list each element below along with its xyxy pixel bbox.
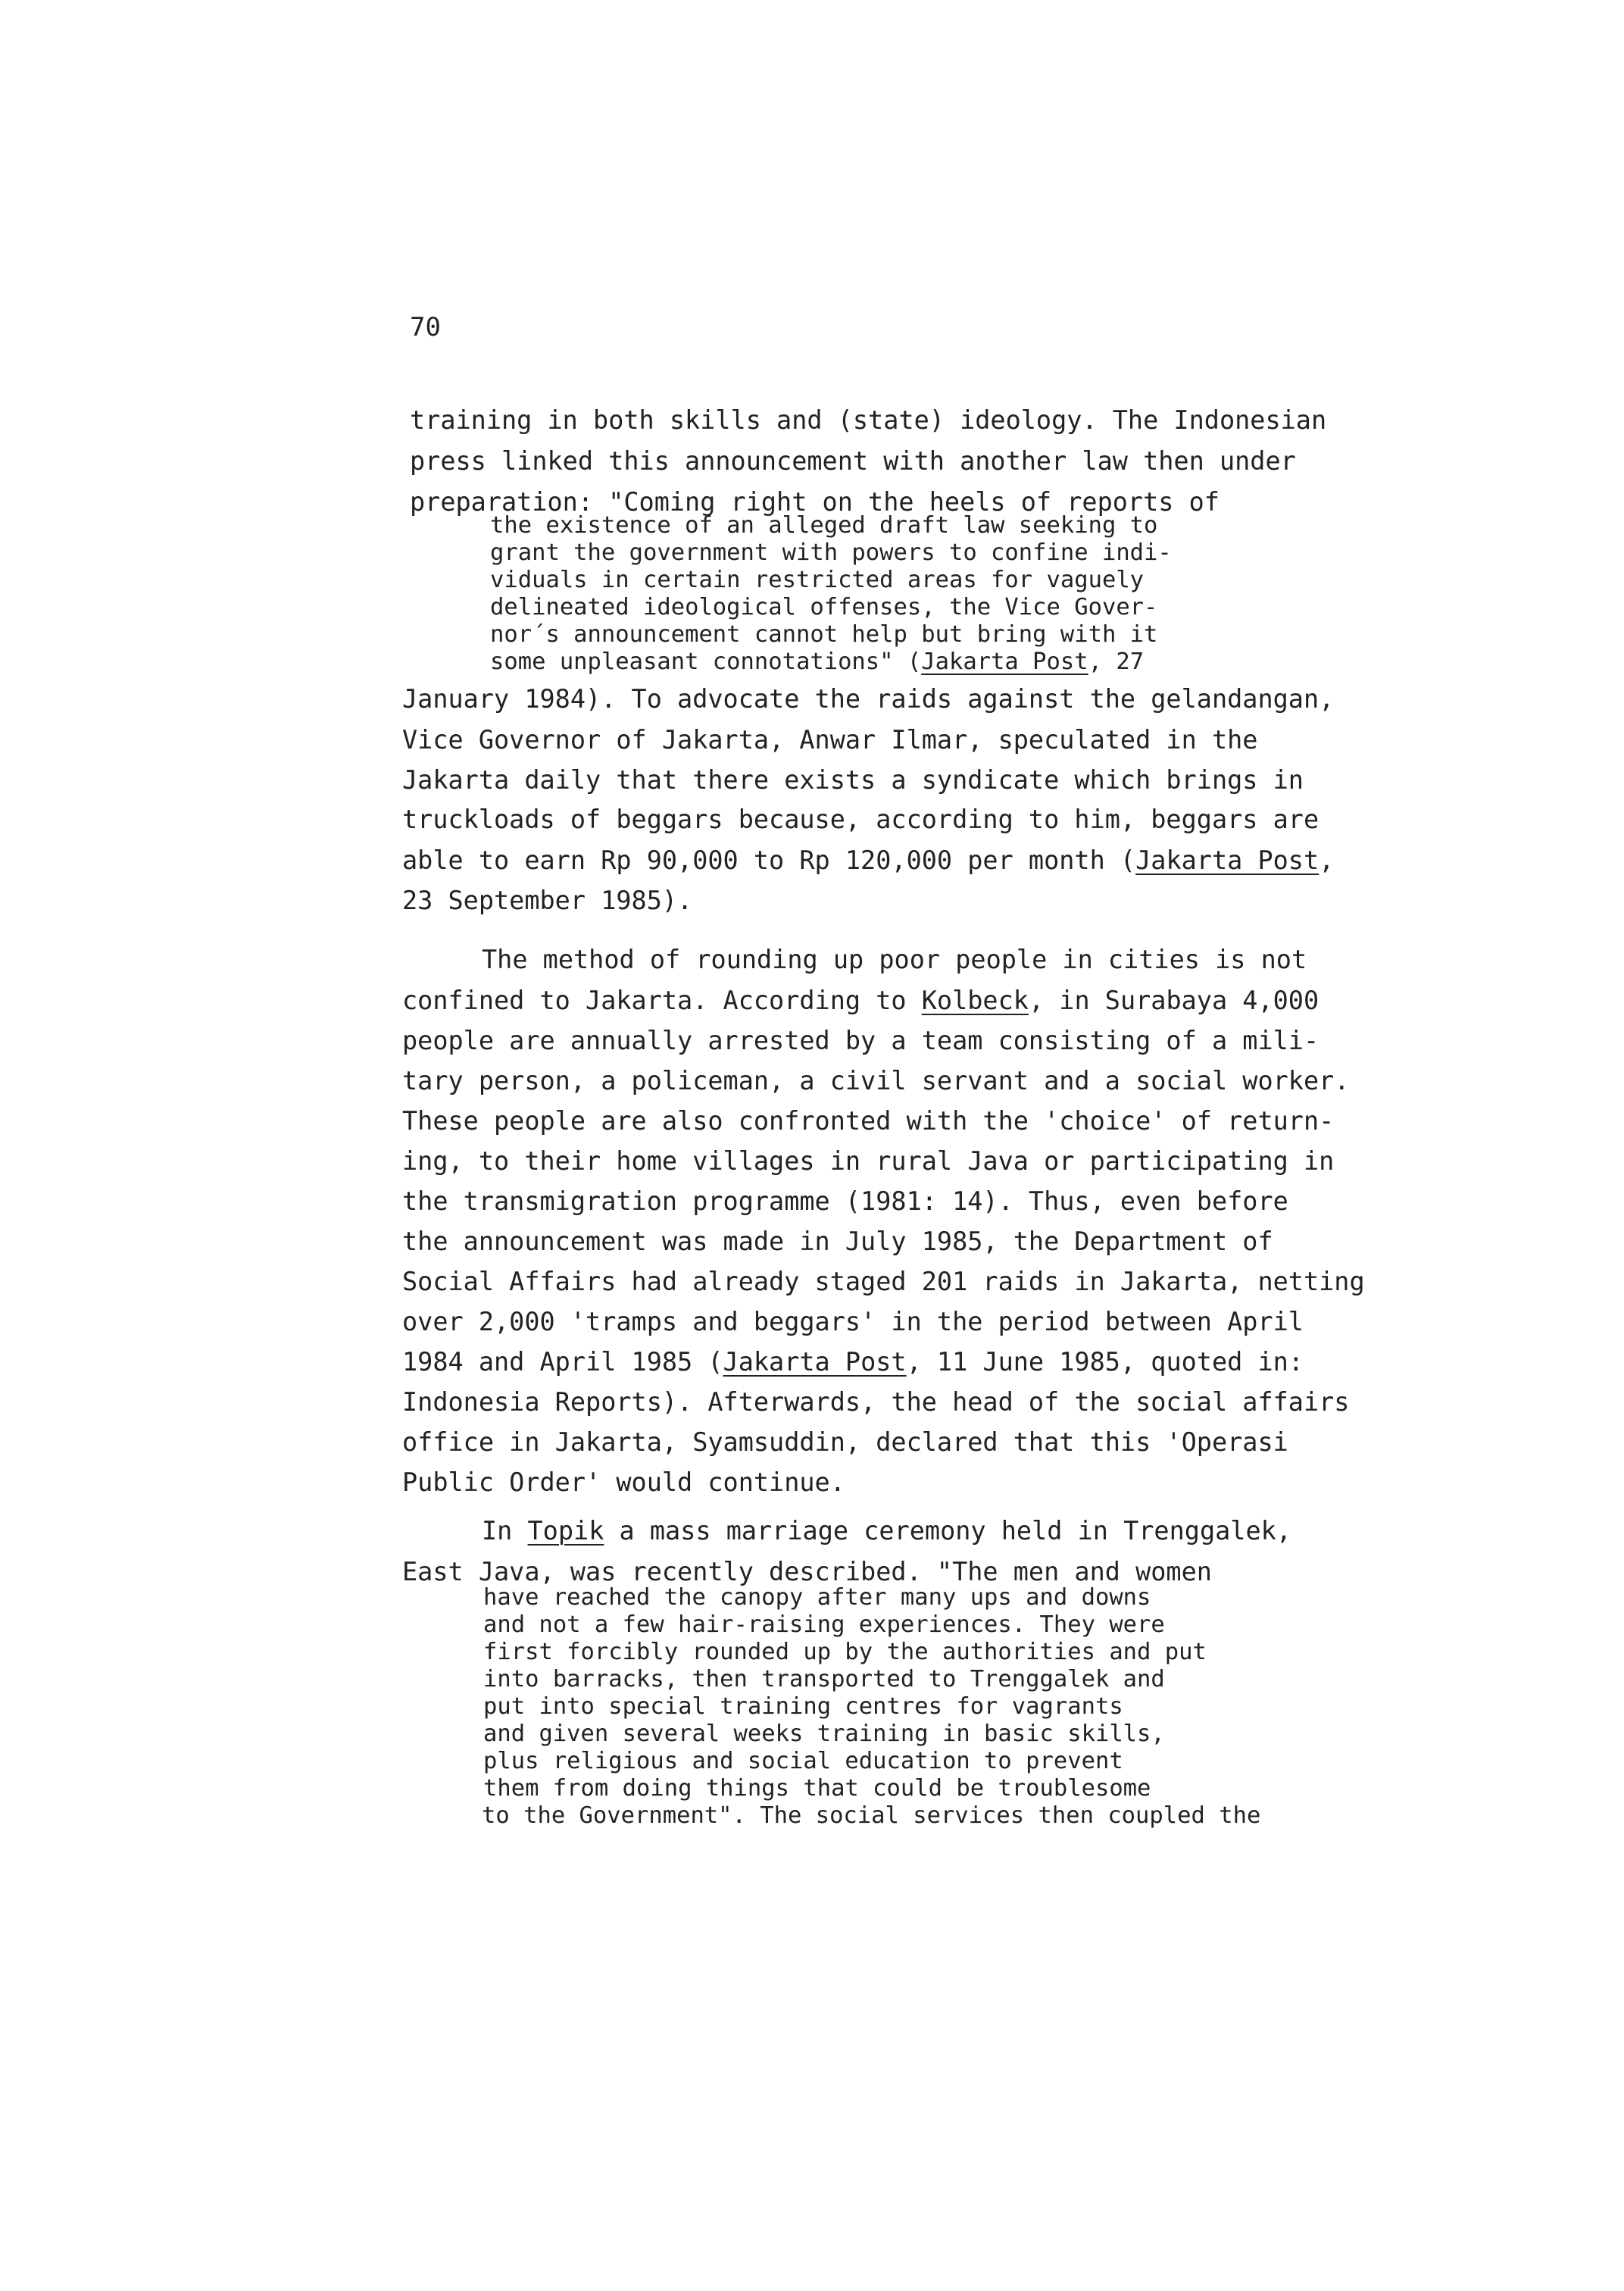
body-line: Vice Governor of Jakarta, Anwar Ilmar, speculated in the	[402, 725, 1258, 755]
body-line: training in both skills and (state) ideology. The Indonesian	[410, 405, 1327, 435]
quote-line: into barracks, then transported to Trenggalek and	[483, 1666, 1165, 1692]
body-line: Public Order' would continue.	[402, 1467, 845, 1497]
quote-line: nor´s announcement cannot help but bring with it	[490, 621, 1158, 648]
body-line	[402, 845, 1335, 875]
quote-line: first forcibly rounded up by the authorities and put	[483, 1639, 1207, 1665]
quote-line: and not a few hair-raising experiences. They were	[483, 1611, 1165, 1638]
citation-jakarta-post: Jakarta Post	[921, 649, 1088, 675]
citation-kolbeck: Kolbeck	[921, 986, 1029, 1015]
body-line: Jakarta daily that there exists a syndicate which brings in	[402, 765, 1304, 795]
citation-topik: Topik	[527, 1516, 604, 1546]
body-line: These people are also confronted with the 'choice' of return-	[402, 1106, 1335, 1136]
page-number: 70	[410, 312, 441, 342]
body-line: ing, to their home villages in rural Java or participating in	[402, 1146, 1335, 1176]
body-text: , 11 June 1985, quoted in:	[906, 1347, 1304, 1377]
body-text: In	[482, 1516, 528, 1546]
body-line	[402, 988, 1319, 1014]
body-text: confined to Jakarta. According to	[402, 986, 922, 1015]
quote-line: to the Government". The social services then coupled the	[482, 1802, 1261, 1829]
body-line: January 1984). To advocate the raids against the gelandangan,	[402, 684, 1335, 714]
body-text: , in Surabaya 4,000	[1028, 986, 1320, 1015]
body-line: the transmigration programme (1981: 14). Thus, even before	[402, 1186, 1288, 1216]
body-text: ,	[1319, 845, 1335, 875]
body-line: preparation: "Coming right on the heels of reports of	[410, 487, 1220, 517]
quote-line: and given several weeks training in basic skills,	[483, 1721, 1165, 1747]
quote-line	[490, 651, 1144, 674]
body-line	[402, 1349, 1304, 1375]
body-line: over 2,000 'tramps and beggars' in the period between April	[402, 1307, 1304, 1336]
body-line: the announcement was made in July 1985, the Department of	[402, 1227, 1273, 1256]
body-line: truckloads of beggars because, according to him, beggars are	[402, 805, 1320, 834]
quote-line: grant the government with powers to confine indi-	[490, 539, 1172, 566]
quote-text: , 27	[1088, 649, 1145, 675]
body-line: tary person, a policeman, a civil servant and a social worker.	[402, 1066, 1350, 1095]
citation-jakarta-post: Jakarta Post	[1135, 845, 1320, 875]
quote-line: them from doing things that could be troublesome	[483, 1775, 1151, 1802]
body-text: able to earn Rp 90,000 to Rp 120,000 per month (	[402, 845, 1136, 875]
quote-text: some unpleasant connotations" (	[490, 649, 922, 675]
body-text: 1984 and April 1985 (	[402, 1347, 723, 1377]
quote-line: have reached the canopy after many ups and downs	[483, 1584, 1151, 1611]
body-text: a mass marriage ceremony held in Trenggalek,	[604, 1516, 1291, 1546]
body-line	[482, 1518, 1291, 1544]
body-line: people are annually arrested by a team consisting of a mili-	[402, 1026, 1320, 1055]
quote-line: viduals in certain restricted areas for vaguely	[490, 567, 1145, 593]
body-line: Social Affairs had already staged 201 raids in Jakarta, netting	[402, 1267, 1365, 1296]
body-line: Indonesia Reports). Afterwards, the head of the social affairs	[402, 1387, 1350, 1417]
quote-line: plus religious and social education to prevent	[483, 1748, 1123, 1774]
body-line: press linked this announcement with another law then under	[410, 446, 1296, 476]
body-line: East Java, was recently described. "The men and women	[402, 1557, 1212, 1586]
body-line: 23 September 1985).	[402, 886, 693, 915]
quote-line: delineated ideological offenses, the Vice Gover-	[490, 594, 1158, 620]
quote-line: the existence of an alleged draft law seeking to	[490, 512, 1158, 539]
citation-jakarta-post: Jakarta Post	[723, 1347, 907, 1377]
body-line: office in Jakarta, Syamsuddin, declared that this 'Operasi	[402, 1427, 1288, 1457]
body-line: The method of rounding up poor people in cities is not	[482, 945, 1307, 974]
quote-line: put into special training centres for vagrants	[483, 1693, 1123, 1720]
